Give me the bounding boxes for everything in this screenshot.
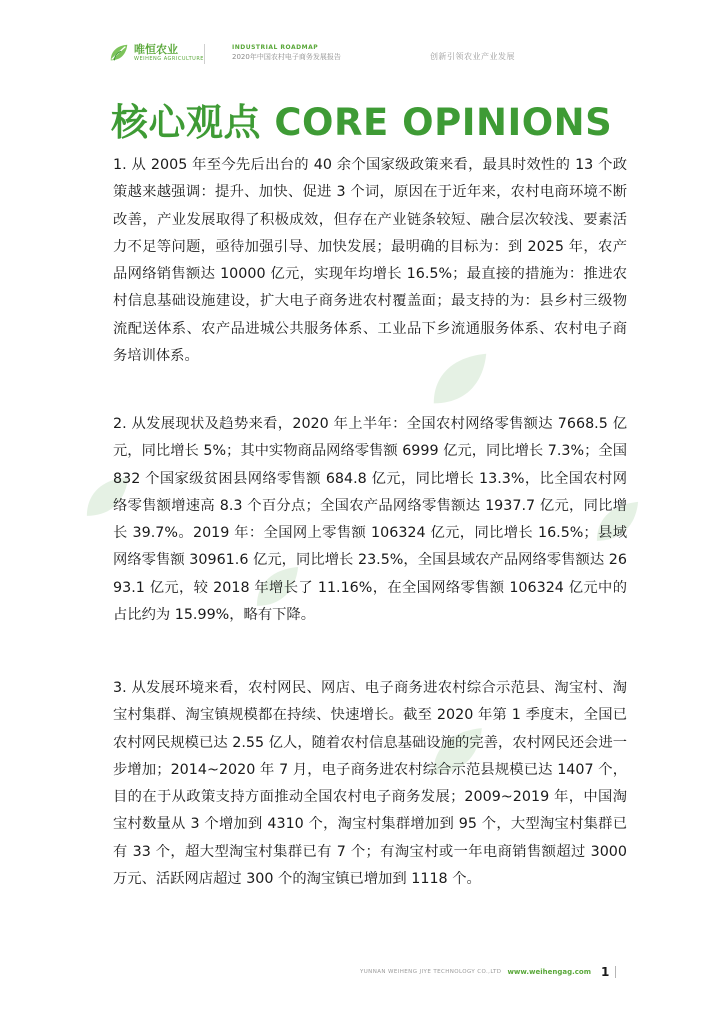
page-footer [360, 962, 626, 982]
page-number: 1 [601, 965, 610, 979]
header-slogan: 创新引领农业产业发展 [430, 52, 515, 61]
opinion-paragraph-2: 2. 从发展现状及趋势来看，2020 年上半年：全国农村网络零售额达 7668.5 亿元，同比增长 5%；其中实物商品网络零售额 6999 亿元，同比增长 7.3%；全国 832 个国家级贫困县网络零售额 684.8 亿元，同比增长 13.3%，比全国农村网络零售额增速高 8.3 个百分点；全国农产品网络零售额达 1937.7 亿元，同比增长 39.7%。2019 年：全国网上零售额 106324 亿元，同比增长 16.5%；县域网络零售额 30961.6 亿元，同比增长 23.5%，全国县域农产品网络零售额达 2693.1 亿元，较 2018 年增长了 11.16%，在全国网络零售额 106324 亿元中的占比约为 15.99%，略有下降。 [113, 416, 627, 624]
page-title: 核心观点 CORE OPINIONS [111, 101, 613, 144]
opinion-paragraph-3: 3. 从发展环境来看，农村网民、网店、电子商务进农村综合示范县、淘宝村、淘宝村集群、淘宝镇规模都在持续、快速增长。截至 2020 年第 1 季度末，全国已农村网民规模已达 2.55 亿人，随着农村信息基础设施的完善，农村网民还会进一步增加；2014~2020 年 7 月，电子商务进农村综合示范县规模已达 1407 个，目的在于从政策支持方面推动全国农村电子商务发展；2009~2019 年，中国淘宝村数量从 3 个增加到 4310 个，淘宝村集群增加到 95 个，大型淘宝村集群已有 33 个，超大型淘宝村集群已有 7 个；有淘宝村或一年电商销售额超过 3000 万元、活跃网店超过 300 个的淘宝镇已增加到 1118 个。 [113, 680, 627, 888]
company-logo [108, 42, 204, 64]
footer-divider [615, 966, 616, 978]
page-header [0, 0, 724, 80]
leaf-logo-icon [108, 42, 130, 64]
opinion-paragraph-1: 1. 从 2005 年至今先后出台的 40 余个国家级政策来看，最具时效性的 13 个政策越来越强调：提升、加快、促进 3 个词，原因在于近年来，农村电商环境不断改善，产业发展取得了积极成效，但存在产业链条较短、融合层次较浅、要素活力不足等问题，亟待加强引导、加快发展；最明确的目标为：到 2025 年，农产品网络销售额达 10000 亿元，实现年均增长 16.5%；最直接的措施为：推进农村信息基础设施建设，扩大电子商务进农村覆盖面；最支持的为：县乡村三级物流配送体系、农产品进城公共服务体系、工业品下乡流通服务体系、农村电子商务培训体系。 [113, 157, 627, 365]
report-title: 2020年中国农村电子商务发展报告 [232, 53, 341, 61]
report-tag: INDUSTRIAL ROADMAP [232, 44, 319, 51]
logo-text: 唯恒农业 [134, 43, 178, 56]
footer-url[interactable]: www.weihengag.com [507, 968, 592, 976]
report-info [232, 45, 341, 61]
header-divider [204, 44, 205, 64]
logo-subtext: WEIHENG AGRICULTURE [134, 56, 204, 62]
footer-company: YUNNAN WEIHENG JIYE TECHNOLOGY CO.,LTD [360, 969, 502, 975]
